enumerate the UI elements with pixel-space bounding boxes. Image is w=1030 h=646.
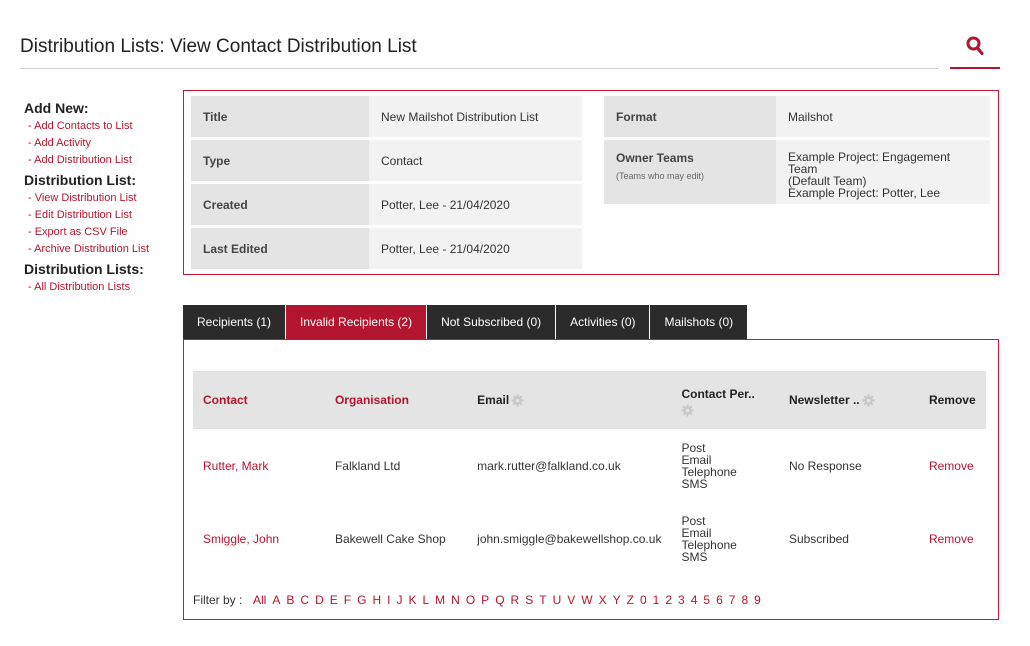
sidebar-heading-add-new: Add New: [24, 100, 89, 116]
detail-value: New Mailshot Distribution List [369, 96, 582, 137]
filter-option-m[interactable]: M [435, 593, 446, 607]
cell-remove [919, 429, 986, 502]
filter-option-n[interactable]: N [451, 593, 460, 607]
cell-organisation: Bakewell Cake Shop [334, 531, 446, 546]
filter-option-e[interactable]: E [329, 593, 338, 607]
detail-value: Mailshot [776, 96, 990, 137]
owner-team-value: Example Project: Engagement Team [788, 150, 951, 176]
recipient-tabs [183, 305, 748, 339]
tab-invalid-recipients[interactable]: Invalid Recipients (2) [286, 305, 426, 339]
detail-label: Title [191, 96, 369, 137]
filter-option-k[interactable]: K [408, 593, 417, 607]
filter-option-u[interactable]: U [552, 593, 562, 607]
filter-option-w[interactable]: W [581, 593, 593, 607]
details-table-left [191, 93, 582, 272]
sidebar-link-add-distribution-list[interactable]: - Add Distribution List [28, 154, 132, 166]
tab-recipients[interactable]: Recipients (1) [183, 305, 285, 339]
column-header-contact[interactable]: Contact [193, 371, 325, 429]
filter-option-z[interactable]: Z [626, 593, 634, 607]
column-header-contact-pref[interactable] [671, 371, 778, 429]
filter-option-c[interactable]: C [300, 593, 310, 607]
detail-value-owner-teams [776, 140, 990, 204]
cell-contact [193, 429, 325, 502]
sidebar-link-edit-distribution-list[interactable]: - Edit Distribution List [28, 209, 132, 221]
pref-item: Email [681, 525, 712, 540]
gear-icon[interactable] [681, 404, 694, 417]
detail-value: Potter, Lee - 21/04/2020 [369, 228, 582, 269]
recipients-table [193, 371, 986, 575]
detail-row-created [191, 184, 582, 225]
detail-row-format [604, 96, 990, 137]
column-header-organisation[interactable]: Organisation [325, 371, 467, 429]
pref-item: SMS [681, 549, 708, 564]
owner-teams-note: (Teams who may edit) [616, 171, 705, 181]
table-row [193, 502, 986, 575]
column-header-newsletter-label: Newsletter .. [788, 392, 860, 407]
pref-item: SMS [681, 476, 708, 491]
detail-value: Potter, Lee - 21/04/2020 [369, 184, 582, 225]
filter-option-p[interactable]: P [481, 593, 490, 607]
recipients-panel [183, 339, 999, 620]
sidebar-link-archive-distribution-list[interactable]: - Archive Distribution List [28, 243, 150, 255]
filter-option-j[interactable]: J [396, 593, 403, 607]
sidebar-link-view-distribution-list[interactable]: - View Distribution List [28, 192, 137, 204]
filter-option-i[interactable]: I [387, 593, 391, 607]
cell-newsletter: Subscribed [788, 531, 849, 546]
filter-option-2[interactable]: 2 [665, 593, 673, 607]
sidebar-heading-distribution-lists: Distribution Lists: [24, 261, 144, 277]
details-table-right [604, 93, 990, 207]
cell-organisation: Falkland Ltd [334, 458, 401, 473]
pref-item: Post [681, 513, 706, 528]
filter-option-9[interactable]: 9 [754, 593, 761, 607]
filter-option-x[interactable]: X [598, 593, 607, 607]
sidebar [24, 100, 164, 299]
search-button[interactable] [950, 30, 1000, 66]
gear-icon[interactable] [862, 394, 875, 407]
column-header-newsletter[interactable] [779, 371, 919, 429]
pref-item: Post [681, 440, 706, 455]
filter-option-3[interactable]: 3 [678, 593, 685, 607]
detail-row-last-edited [191, 228, 582, 269]
column-header-contact-pref-label: Contact Per.. [681, 387, 755, 402]
filter-bar [193, 593, 767, 607]
detail-row-owner-teams [604, 140, 990, 204]
filter-option-s[interactable]: S [525, 593, 534, 607]
cell-email: mark.rutter@falkland.co.uk [477, 458, 621, 473]
sidebar-link-add-contacts[interactable]: - Add Contacts to List [28, 120, 133, 132]
details-panel [183, 90, 999, 275]
filter-option-a[interactable]: A [272, 593, 281, 607]
cell-remove [919, 502, 986, 575]
owner-team-value: (Default Team) [788, 174, 867, 188]
filter-option-g[interactable]: G [357, 593, 367, 607]
contact-link[interactable]: Rutter, Mark [203, 458, 269, 473]
remove-link[interactable]: Remove [928, 458, 974, 473]
tab-activities[interactable]: Activities (0) [556, 305, 649, 339]
owner-team-value: Example Project: Potter, Lee [788, 186, 941, 200]
cell-contact-pref [671, 502, 778, 575]
cell-contact [193, 502, 325, 575]
search-underline [950, 67, 1000, 69]
owner-teams-label: Owner Teams [616, 151, 694, 165]
contact-link[interactable]: Smiggle, John [203, 531, 280, 546]
page-title: Distribution Lists: View Contact Distribution List [20, 36, 417, 57]
filter-option-1[interactable]: 1 [652, 593, 660, 607]
gear-icon[interactable] [511, 394, 524, 407]
filter-option-y[interactable]: Y [612, 593, 621, 607]
detail-value: Contact [369, 140, 582, 181]
filter-option-all[interactable]: All [253, 593, 267, 607]
pref-item: Telephone [681, 464, 737, 479]
cell-newsletter: No Response [788, 458, 862, 473]
filter-option-5[interactable]: 5 [703, 593, 711, 607]
sidebar-link-export-csv[interactable]: - Export as CSV File [28, 226, 128, 238]
filter-option-f[interactable]: F [343, 593, 352, 607]
detail-label: Last Edited [191, 228, 369, 269]
filter-option-4[interactable]: 4 [690, 593, 698, 607]
tab-not-subscribed[interactable]: Not Subscribed (0) [427, 305, 555, 339]
search-icon [966, 36, 984, 56]
filter-option-d[interactable]: D [315, 593, 324, 607]
filter-option-6[interactable]: 6 [716, 593, 723, 607]
column-header-email[interactable] [467, 371, 671, 429]
filter-option-v[interactable]: V [567, 593, 576, 607]
detail-label: Created [191, 184, 369, 225]
filter-option-l[interactable]: L [422, 593, 430, 607]
filter-option-t[interactable]: T [539, 593, 547, 607]
remove-link[interactable]: Remove [928, 531, 974, 546]
tab-mailshots[interactable]: Mailshots (0) [650, 305, 747, 339]
filter-option-8[interactable]: 8 [741, 593, 749, 607]
detail-label: Format [604, 96, 776, 137]
detail-label: Type [191, 140, 369, 181]
filter-option-o[interactable]: O [465, 593, 476, 607]
cell-email: john.smiggle@bakewellshop.co.uk [477, 531, 662, 546]
detail-row-title [191, 96, 582, 137]
column-header-remove: Remove [919, 371, 986, 429]
table-header-row [193, 371, 986, 429]
filter-option-h[interactable]: H [372, 593, 382, 607]
filter-label: Filter by : [193, 593, 243, 607]
filter-option-q[interactable]: Q [495, 593, 505, 607]
column-header-email-label: Email [477, 392, 510, 407]
filter-option-7[interactable]: 7 [728, 593, 736, 607]
table-row [193, 429, 986, 502]
sidebar-link-add-activity[interactable]: - Add Activity [28, 137, 91, 149]
sidebar-link-all-distribution-lists[interactable]: - All Distribution Lists [28, 281, 131, 293]
detail-row-type [191, 140, 582, 181]
pref-item: Email [681, 452, 712, 467]
detail-label-owner-teams [604, 140, 776, 204]
sidebar-heading-distribution-list: Distribution List: [24, 172, 136, 188]
cell-contact-pref [671, 429, 778, 502]
filter-option-b[interactable]: B [286, 593, 295, 607]
filter-option-0[interactable]: 0 [639, 593, 647, 607]
filter-option-r[interactable]: R [510, 593, 520, 607]
title-divider [20, 68, 938, 69]
pref-item: Telephone [681, 537, 737, 552]
